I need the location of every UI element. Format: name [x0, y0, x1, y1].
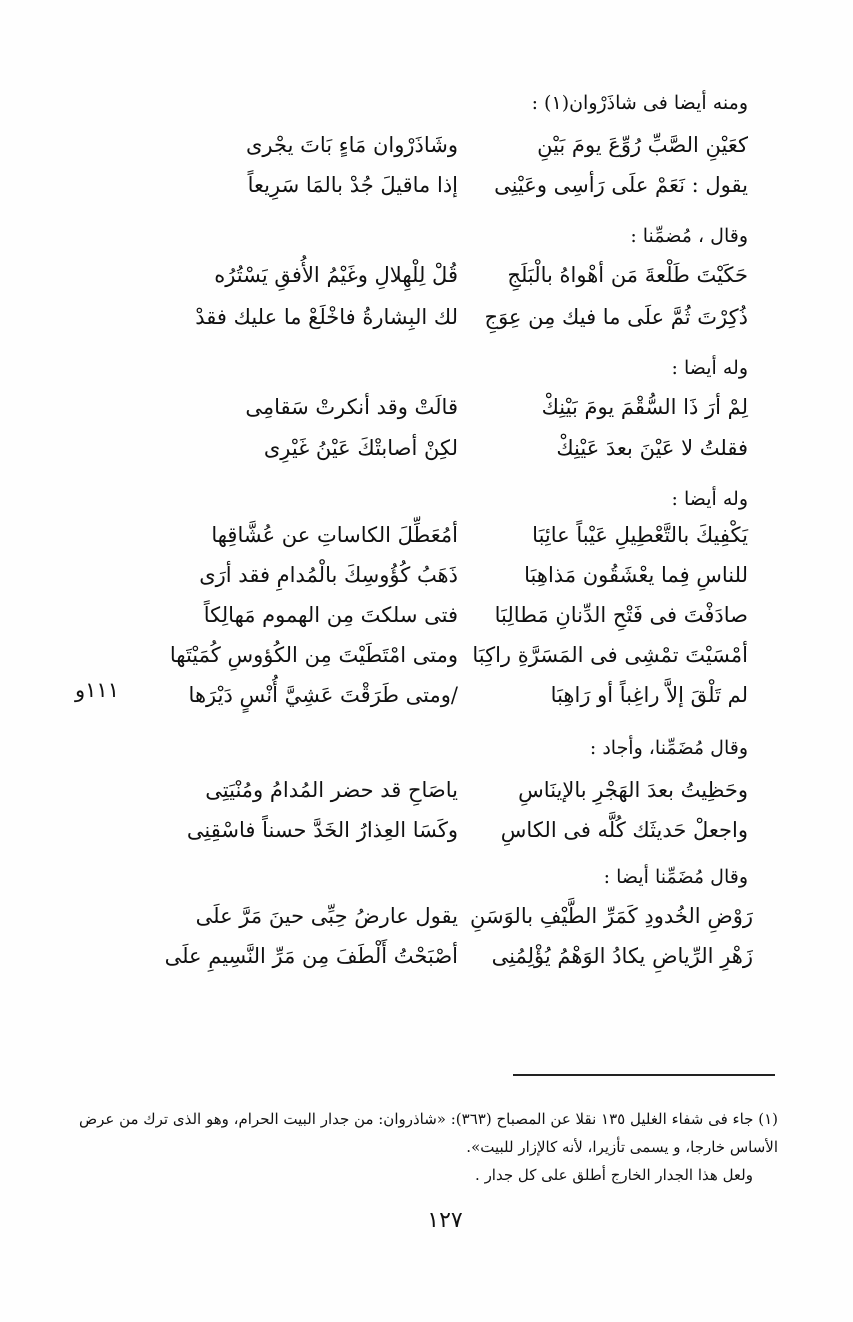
verse-first-hemistich: إذا ماقيلَ جُدْ بالمَا سَرِيعاً — [247, 173, 458, 197]
verse-second-hemistich: لم تَلْقَ إلاَّ راغِباً أو رَاهِبَا — [550, 683, 748, 707]
page-number: ١٢٧ — [427, 1208, 463, 1233]
verse-second-hemistich: صادَفْتَ فى فَتْحِ الدِّنانِ مَطالِبَا — [494, 603, 748, 627]
footnote-line: الأساس خارجا، و يسمى تأزيرا، لأنه كالإزار للبيت». — [466, 1138, 778, 1156]
verse-second-hemistich: حَكَيْتَ طَلْعةَ مَن أهْواهُ بالْبَلَجِ — [507, 263, 748, 287]
footnote-rule — [513, 1074, 775, 1076]
verse-second-hemistich: لِمْ أرَ ذَا السُّقْمَ يومَ بَيْنِكْ — [541, 395, 748, 419]
section-heading: وقال مُضَمِّنا، وأجاد : — [589, 737, 748, 759]
section-heading: وله أيضا : — [671, 357, 748, 379]
section-heading: وقال ، مُضمِّنا : — [630, 225, 748, 247]
verse-second-hemistich: كعَيْنِ الصَّبِّ رُوِّعَ يومَ بَيْنِ — [537, 133, 748, 157]
marginal-folio-number: ١١١و — [75, 678, 119, 702]
footnote-line: ولعل هذا الجدار الخارج أطلق على كل جدار . — [475, 1166, 753, 1184]
verse-first-hemistich: ذَهَبُ كُؤُوسِكَ بالْمُدامِ فقد أرَى — [199, 563, 458, 587]
verse-second-hemistich: للناسِ فِما يعْشَقُون مَذاهِبَا — [524, 563, 748, 587]
verse-first-hemistich: فتى سلكتَ مِن الهموم مَهالِكاً — [203, 603, 458, 627]
section-heading: ومنه أيضا فى شاذَرْوان(١) : — [531, 92, 748, 114]
verse-first-hemistich: قُلْ لِلْهِلالِ وغَيْمُ الأُفقِ يَسْتُرُه — [214, 263, 458, 287]
verse-second-hemistich: يقول : نَعَمْ علَى رَأسِى وعَيْنِى — [494, 173, 748, 197]
verse-first-hemistich: ومتى امْتَطَيْتَ مِن الكُؤوسِ كُمَيْتَها — [169, 643, 458, 667]
verse-first-hemistich: وكَسَا العِذارُ الخَدَّ حسناً فاسْقِنِى — [186, 818, 458, 842]
verse-second-hemistich: وحَظِيتُ بعدَ الهَجْرِ بالإينَاسِ — [518, 778, 748, 802]
verse-first-hemistich: قالَتْ وقد أنكرتْ سَقامِى — [245, 395, 458, 419]
verse-first-hemistich: /ومتى طَرَقْتَ عَشِيَّ أُنْسٍ دَيْرَها — [188, 683, 458, 707]
verse-first-hemistich: يقول عارضُ حِبِّى حينَ مَرَّ علَى — [195, 904, 458, 928]
section-heading: وقال مُضَمِّنا أيضا : — [603, 866, 748, 888]
verse-second-hemistich: رَوْضِ الخُدودِ كَمَرِّ الطَّيْفِ بالوَسَنِ — [469, 904, 753, 928]
section-heading: وله أيضا : — [671, 488, 748, 510]
verse-first-hemistich: وشَاذَرْوان مَاءٍ بَاتَ يجْرى — [245, 133, 458, 157]
footnote-line: (١) جاء فى شفاء الغليل ١٣٥ نقلا عن المصباح (٣٦٣): «شاذروان: من جدار البيت الحرام، وهو الذى ترك من عرض — [78, 1110, 778, 1128]
verse-second-hemistich: يَكْفِيكَ بالتَّعْطِيلِ عَيْباً عائِبَا — [532, 523, 748, 547]
verse-second-hemistich: أمْسَيْتَ تمْشِى فى المَسَرَّةِ راكِبَا — [472, 643, 748, 667]
verse-second-hemistich: ذُكِرْتَ ثُمَّ علَى ما فيك مِن عِوَجِ — [484, 305, 748, 329]
verse-second-hemistich: زَهْرِ الرِّياضِ يكادُ الوَهْمُ يُؤْلِمُنِى — [491, 944, 753, 968]
verse-first-hemistich: ياصَاحِ قد حضر المُدامُ ومُنْيَتِى — [205, 778, 458, 802]
verse-second-hemistich: فقلتُ لا عَيْنَ بعدَ عَيْنِكْ — [556, 436, 748, 460]
verse-first-hemistich: لكِنْ أصابتْكَ عَيْنُ غَيْرِى — [263, 436, 458, 460]
verse-first-hemistich: لك البِشارةُ فاخْلَعْ ما عليك فقدْ — [195, 305, 458, 329]
verse-first-hemistich: أمُعَطِّلَ الكاساتِ عن عُشَّاقِها — [211, 523, 458, 547]
verse-first-hemistich: أصْبَحْتُ أَلْطَفَ مِن مَرِّ النَّسِيمِ علَى — [164, 944, 458, 968]
verse-second-hemistich: واجعلْ حَديثَك كُلَّه فى الكاسِ — [500, 818, 748, 842]
